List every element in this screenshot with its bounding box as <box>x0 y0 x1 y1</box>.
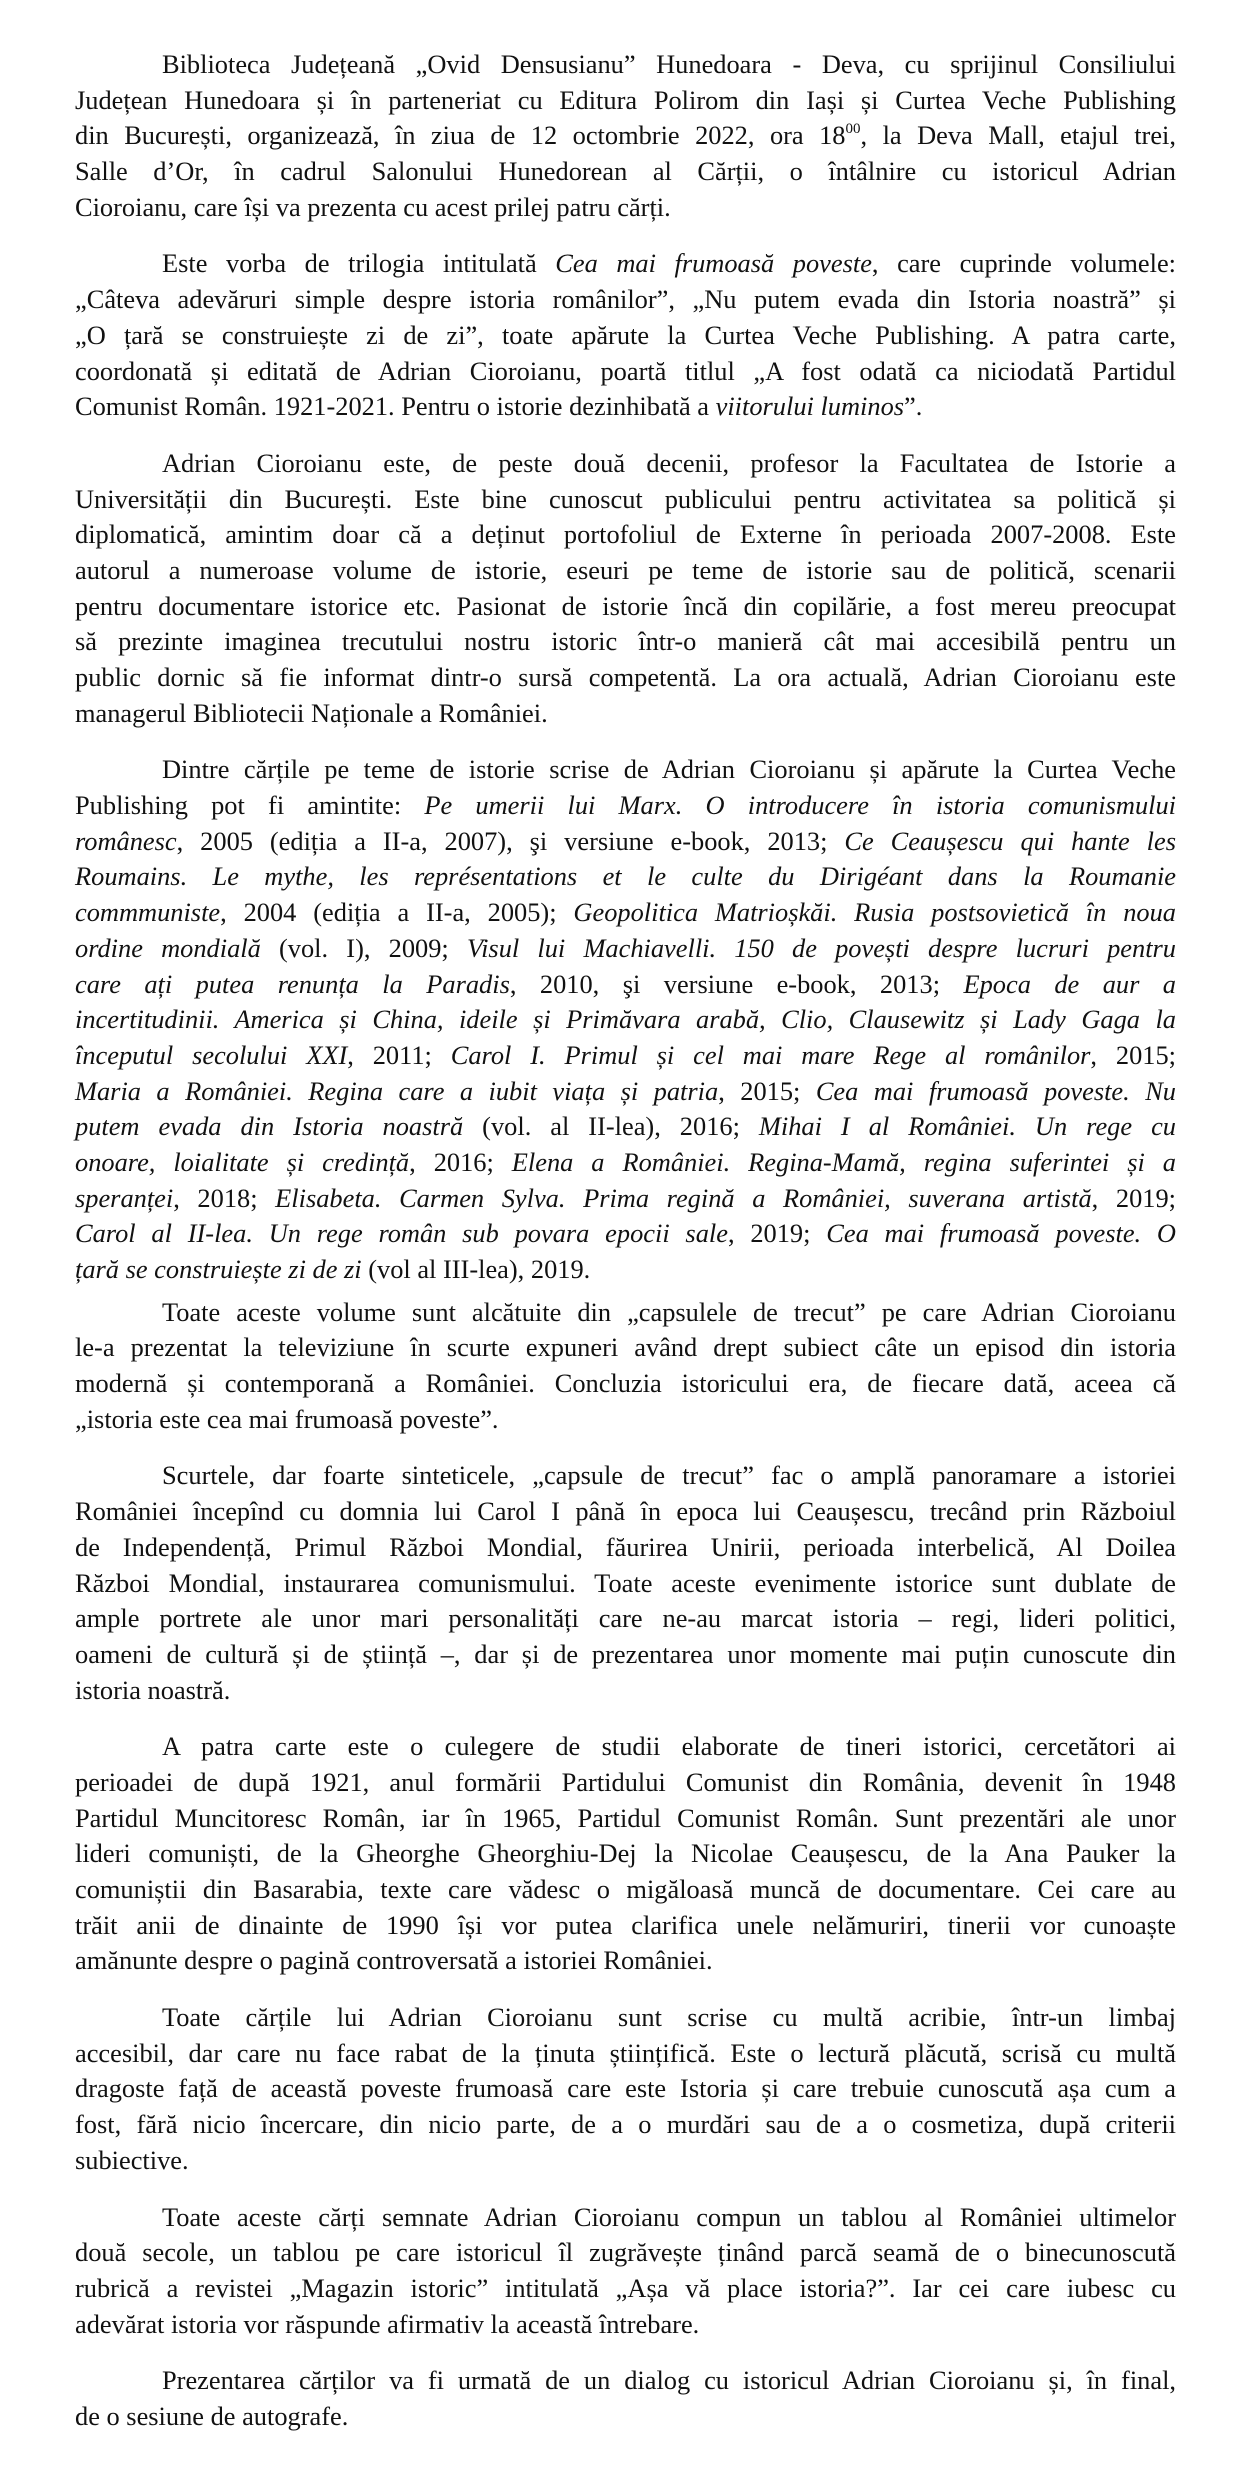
text-line <box>75 1801 1176 1837</box>
text-line <box>75 2200 1176 2236</box>
text-line <box>75 282 1176 318</box>
italic-title-text: Geopolitica Matrioșkăi. Rusia postsovietică în noua <box>573 897 1176 928</box>
body-text: trăit anii de dinainte de 1990 își vor putea clarifica unele nelămuriri, tinerii vor cunoaște <box>75 1909 1176 1940</box>
italic-title-text: Pe umerii lui Marx. O introducere în istoria comunismului <box>424 790 1177 821</box>
italic-title-text: Elisabeta. Carmen Sylva. Prima regină a României, suverana artistă <box>275 1182 1092 1213</box>
italic-title-text: Cea mai frumoasă poveste. Nu <box>815 1075 1176 1106</box>
body-text: , 2015; <box>718 1075 816 1106</box>
text-line <box>75 624 1176 660</box>
italic-title-text: commmuniste <box>75 897 221 928</box>
text-line <box>75 1458 1176 1494</box>
text-line <box>75 1566 1176 1602</box>
body-text: (vol al III-lea), 2019. <box>361 1254 591 1284</box>
text-line <box>75 1038 1176 1074</box>
text-line <box>75 482 1176 518</box>
body-text: , 2011; <box>347 1039 451 1070</box>
body-text: două secole, un tablou pe care istoricul îl zugrăvește ținând parcă seamă de o binecunoscută <box>75 2237 1176 2268</box>
text-line <box>75 752 1176 788</box>
body-text: (vol. al II-lea), 2016; <box>463 1111 759 1142</box>
body-text: A patra carte este o culegere de studii elaborate de tineri istorici, cercetători ai <box>162 1731 1176 1762</box>
document-page <box>75 47 1176 2435</box>
text-line <box>75 1002 1176 1038</box>
body-text: să prezinte imaginea trecutului nostru istoric într-o manieră cât mai accesibilă pentru un <box>75 626 1176 657</box>
text-line <box>75 1908 1176 1944</box>
body-text: , 2019; <box>1091 1182 1176 1213</box>
body-text: de Independență, Primul Război Mondial, făurirea Unirii, perioada interbelică, Al Doilea <box>75 1531 1176 1562</box>
body-text: Salle d’Or, în cadrul Salonului Hunedorean al Cărții, o întâlnire cu istoricul Adrian <box>75 156 1176 187</box>
body-text: coordonată și editată de Adrian Cioroianu, poartă titlul „A fost odată ca niciodată Partidul <box>75 355 1176 386</box>
text-line <box>75 895 1176 931</box>
body-text: managerul Bibliotecii Naționale a României. <box>75 697 548 728</box>
body-text: , 2018; <box>173 1182 276 1213</box>
italic-title-text: țară se construiește zi de zi <box>75 1254 362 1284</box>
body-text: de o sesiune de autografe. <box>75 2400 349 2431</box>
text-line <box>75 154 1176 190</box>
text-line <box>75 354 1176 390</box>
body-text: dragoste față de această poveste frumoasă care este Istoria și care trebuie cunoscută așa cum a <box>75 2073 1176 2104</box>
text-line <box>75 859 1176 895</box>
paragraph <box>75 1295 1176 1438</box>
text-line <box>75 1181 1176 1217</box>
body-text: autorul a numeroase volume de istorie, eseuri pe teme de istorie sau de politică, scenarii <box>75 554 1176 585</box>
text-line <box>75 1402 1176 1438</box>
text-line <box>75 1637 1176 1673</box>
italic-title-text: Visul lui Machiavelli. 150 de povești despre lucruri pentru <box>466 932 1176 963</box>
body-text: , 2010, şi versiune e-book, 2013; <box>509 968 964 999</box>
text-line <box>75 1252 1176 1288</box>
body-text: adevărat istoria vor răspunde afirmativ la această întrebare. <box>75 2308 700 2339</box>
body-text: Război Mondial, instaurarea comunismului. Toate aceste evenimente istorice sunt dublate de <box>75 1567 1176 1598</box>
body-text: lideri comuniști, de la Gheorghe Gheorghiu-Dej la Nicolae Ceaușescu, de la Ana Pauker la <box>75 1838 1176 1869</box>
text-line <box>75 2399 1176 2435</box>
body-text: „Câteva adevăruri simple despre istoria românilor”, „Nu putem evada din Istoria noastră” și <box>75 284 1176 315</box>
text-line <box>75 1109 1176 1145</box>
text-line <box>75 83 1176 119</box>
body-text: Partidul Muncitoresc Român, iar în 1965, Partidul Comunist Român. Sunt prezentări ale unor <box>75 1802 1176 1833</box>
text-line <box>75 2143 1176 2179</box>
text-line <box>75 1494 1176 1530</box>
paragraph <box>75 446 1176 732</box>
text-line <box>75 1216 1176 1252</box>
superscript-text: 00 <box>845 121 861 138</box>
body-text: , 2005 (ediția a II-a, 2007), şi versiune e-book, 2013; <box>176 825 845 856</box>
body-text: rubrică a revistei „Magazin istoric” intitulată „Așa vă place istoria?”. Iar cei care iubesc cu <box>75 2272 1176 2303</box>
body-text: ample portrete ale unor mari personalități care ne-au marcat istoria – regi, lideri politici, <box>75 1603 1176 1634</box>
text-line <box>75 967 1176 1003</box>
text-line <box>75 1330 1176 1366</box>
text-line <box>75 1601 1176 1637</box>
body-text: , 2004 (ediția a II-a, 2005); <box>220 897 574 928</box>
body-text: istoria noastră. <box>75 1674 231 1705</box>
body-text: Dintre cărțile pe teme de istorie scrise de Adrian Cioroianu și apărute la Curtea Veche <box>162 754 1176 785</box>
body-text: „O țară se construiește zi de zi”, toate apărute la Curtea Veche Publishing. A patra carte, <box>75 319 1176 350</box>
italic-title-text: Ce Ceaușescu qui hante les <box>844 825 1176 856</box>
body-text: ”. <box>904 391 923 422</box>
text-line <box>75 1729 1176 1765</box>
text-line <box>75 660 1176 696</box>
italic-title-text: putem evada din Istoria noastră <box>75 1111 464 1142</box>
italic-title-text: care ați putea renunța la Paradis <box>75 968 510 999</box>
body-text: , la Deva Mall, etajul trei, <box>860 120 1176 151</box>
italic-title-text: viitorului luminos <box>715 391 905 422</box>
paragraph <box>75 752 1176 1287</box>
body-text: , 2015; <box>1090 1039 1177 1070</box>
body-text: public dornic să fie informat dintr-o sursă competentă. La ora actuală, Adrian Cioroianu este <box>75 662 1176 692</box>
body-text: Județean Hunedoara și în parteneriat cu Editura Polirom din Iași și Curtea Veche Publishing <box>75 84 1176 115</box>
paragraph <box>75 246 1176 424</box>
italic-title-text: Maria a României. Regina care a iubit viața și patria <box>75 1075 719 1106</box>
text-line <box>75 2036 1176 2072</box>
body-text: Cioroianu, care își va prezenta cu acest prilej patru cărți. <box>75 191 671 222</box>
text-line <box>75 318 1176 354</box>
body-text: oameni de cultură și de știință –, dar și de prezentarea unor momente mai puțin cunoscute din <box>75 1638 1176 1669</box>
text-line <box>75 1836 1176 1872</box>
text-line <box>75 2307 1176 2343</box>
paragraph <box>75 2000 1176 2178</box>
body-text: le-a prezentat la televiziune în scurte expuneri având drept subiect câte un episod din istoria <box>75 1332 1176 1363</box>
text-line <box>75 1530 1176 1566</box>
italic-title-text: incertitudinii. America și China, ideile și Primăvara arabă, Clio, Clausewitz și Lady Gaga la <box>75 1004 1176 1035</box>
body-text: Toate cărțile lui Adrian Cioroianu sunt scrise cu multă acribie, într-un limbaj <box>162 2002 1176 2033</box>
italic-title-text: Carol I. Primul și cel mai mare Rege al românilor <box>450 1039 1091 1070</box>
italic-title-text: Cea mai frumoasă poveste. O <box>826 1218 1176 1249</box>
body-text: modernă și contemporană a României. Concluzia istoricului era, de fiecare dată, aceea că <box>75 1368 1176 1399</box>
paragraph <box>75 2200 1176 2343</box>
text-line <box>75 696 1176 732</box>
italic-title-text: Mihai I al României. Un rege cu <box>758 1111 1176 1142</box>
paragraph <box>75 1729 1176 1979</box>
body-text: (vol. I), 2009; <box>260 932 467 963</box>
paragraph <box>75 2363 1176 2434</box>
text-line <box>75 824 1176 860</box>
italic-title-text: începutul secolului XXI <box>75 1039 348 1070</box>
body-text: Adrian Cioroianu este, de peste două decenii, profesor la Facultatea de Istorie a <box>162 447 1176 478</box>
body-text: fost, fără nicio încercare, din nicio parte, de a o murdări sau de a o cosmetiza, după criterii <box>75 2109 1176 2140</box>
body-text: subiective. <box>75 2144 189 2175</box>
italic-title-text: Carol al II-lea. Un rege român sub povara epocii sale <box>75 1218 728 1249</box>
text-line <box>75 1074 1176 1110</box>
text-line <box>75 517 1176 553</box>
body-text: Toate aceste volume sunt alcătuite din „capsulele de trecut” pe care Adrian Cioroianu <box>162 1296 1176 1327</box>
body-text: Comunist Român. 1921-2021. Pentru o istorie dezinhibată a <box>75 391 716 422</box>
italic-title-text: Cea mai frumoasă poveste <box>555 248 872 279</box>
text-line <box>75 47 1176 83</box>
text-line <box>75 553 1176 589</box>
body-text: Scurtele, dar foarte sinteticele, „capsule de trecut” fac o amplă panoramare a istoriei <box>162 1460 1176 1491</box>
body-text: Prezentarea cărților va fi urmată de un dialog cu istoricul Adrian Cioroianu și, în final, <box>162 2365 1176 2396</box>
text-line <box>75 2363 1176 2399</box>
text-line <box>75 1673 1176 1709</box>
text-line <box>75 1366 1176 1402</box>
body-text: amănunte despre o pagină controversată a istoriei României. <box>75 1945 713 1976</box>
body-text: Biblioteca Județeană „Ovid Densusianu” Hunedoara - Deva, cu sprijinul Consiliului <box>162 49 1176 79</box>
text-line <box>75 389 1176 425</box>
text-line <box>75 788 1176 824</box>
text-line <box>75 1295 1176 1331</box>
body-text: perioadei de după 1921, anul formării Partidului Comunist din România, devenit în 1948 <box>75 1766 1176 1797</box>
text-line <box>75 2271 1176 2307</box>
body-text: din București, organizează, în ziua de 12 octombrie 2022, ora 18 <box>75 120 846 151</box>
text-line <box>75 589 1176 625</box>
text-line <box>75 1872 1176 1908</box>
italic-title-text: Roumains. Le mythe, les représentations et le culte du Dirigéant dans la Roumanie <box>75 861 1176 892</box>
italic-title-text: românesc <box>75 825 177 856</box>
body-text: României începînd cu domnia lui Carol I până în epoca lui Ceaușescu, trecând prin Războiul <box>75 1496 1176 1527</box>
body-text: comuniștii din Basarabia, texte care vădesc o migăloasă muncă de documentare. Cei care au <box>75 1874 1176 1904</box>
text-line <box>75 1765 1176 1801</box>
body-text: accesibil, dar care nu face rabat de la ținuta științifică. Este o lectură plăcută, scrisă cu multă <box>75 2037 1176 2068</box>
text-line <box>75 118 1176 154</box>
body-text: , care cuprinde volumele: <box>871 248 1176 279</box>
body-text: Publishing pot fi amintite: <box>75 790 425 821</box>
body-text: pentru documentare istorice etc. Pasionat de istorie încă din copilărie, a fost mereu preocupat <box>75 590 1176 621</box>
body-text: , 2019; <box>727 1218 827 1249</box>
paragraph <box>75 1458 1176 1708</box>
text-line <box>75 2071 1176 2107</box>
paragraph <box>75 47 1176 225</box>
italic-title-text: Epoca de aur a <box>963 968 1176 999</box>
text-line <box>75 2235 1176 2271</box>
text-line <box>75 2107 1176 2143</box>
body-text: Universității din București. Este bine cunoscut publicului pentru activitatea sa politică și <box>75 483 1176 514</box>
italic-title-text: onoare, loialitate și credință <box>75 1146 410 1177</box>
text-line <box>75 246 1176 282</box>
text-line <box>75 446 1176 482</box>
italic-title-text: speranței <box>75 1182 174 1213</box>
body-text: diplomatică, amintim doar că a deținut portofoliul de Externe în perioada 2007-2008. Este <box>75 519 1176 550</box>
italic-title-text: ordine mondială <box>75 932 261 963</box>
text-line <box>75 1145 1176 1181</box>
body-text: „istoria este cea mai frumoasă poveste”. <box>75 1403 499 1434</box>
text-line <box>75 190 1176 226</box>
text-line <box>75 931 1176 967</box>
body-text: Este vorba de trilogia intitulată <box>162 248 556 279</box>
body-text: Toate aceste cărți semnate Adrian Cioroianu compun un tablou al României ultimelor <box>162 2201 1176 2232</box>
italic-title-text: Elena a României. Regina-Mamă, regina suferintei și a <box>511 1146 1176 1177</box>
text-line <box>75 1943 1176 1979</box>
text-line <box>75 2000 1176 2036</box>
body-text: , 2016; <box>409 1146 512 1177</box>
